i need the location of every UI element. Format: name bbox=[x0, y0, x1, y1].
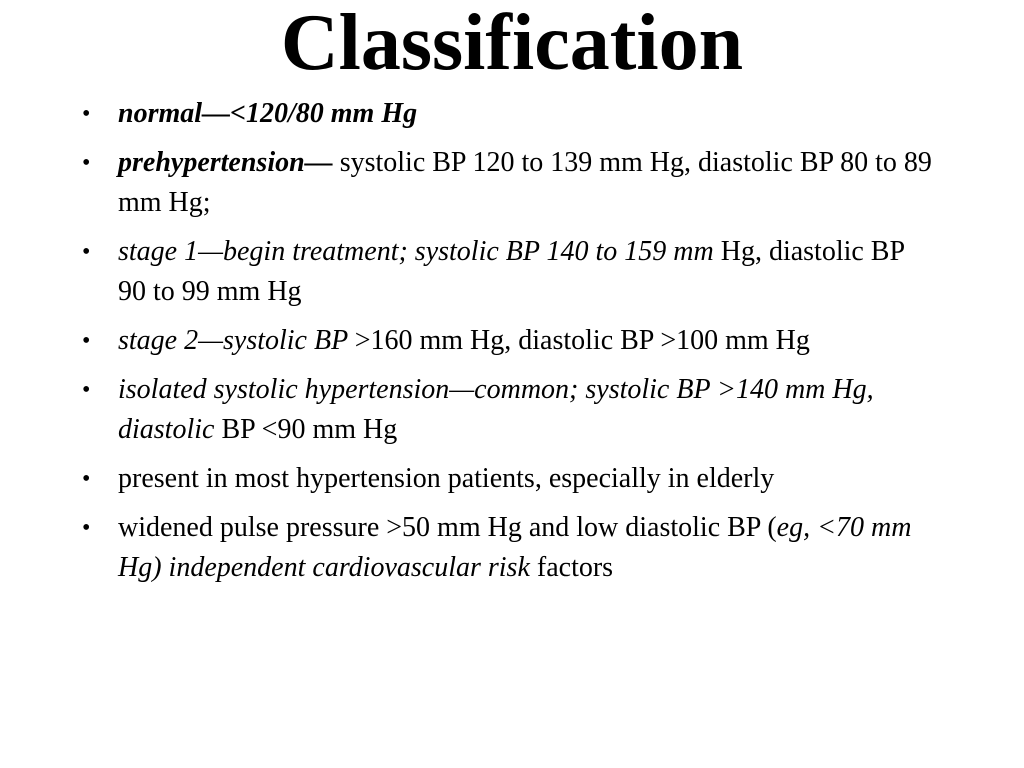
bullet-text: isolated systolic hypertension—common; systolic BP >140 mm Hg, diastolic bbox=[118, 374, 874, 445]
bullet-item bbox=[72, 459, 932, 499]
bullet-list bbox=[72, 94, 932, 597]
bullet-dot: • bbox=[82, 150, 91, 176]
bullet-text: factors bbox=[529, 552, 614, 583]
bullet-text: systolic BP 120 to 139 mm Hg, diastolic BP 80 to 89 mm Hg; bbox=[118, 147, 932, 218]
bullet-dot: • bbox=[82, 101, 91, 127]
bullet-dot: • bbox=[82, 466, 91, 492]
bullet-text: widened pulse pressure >50 mm Hg and low diastolic BP ( bbox=[118, 512, 777, 543]
bullet-text: prehypertension— bbox=[118, 147, 333, 178]
bullet-item bbox=[72, 508, 932, 588]
bullet-text: >160 mm Hg, diastolic BP >100 mm Hg bbox=[354, 325, 810, 356]
bullet-item bbox=[72, 232, 932, 312]
bullet-text: normal—<120/80 mm Hg bbox=[118, 98, 418, 129]
bullet-text: eg, <70 mm Hg) independent cardiovascular risk bbox=[118, 512, 912, 583]
bullet-item bbox=[72, 370, 932, 450]
bullet-text: BP <90 mm Hg bbox=[214, 414, 398, 445]
bullet-text: present in most hypertension patients, especially in elderly bbox=[118, 463, 775, 494]
bullet-dot: • bbox=[82, 239, 91, 265]
slide-title: Classification bbox=[280, 0, 744, 87]
bullet-text: stage 1—begin treatment; systolic BP 140 to 159 mm bbox=[118, 236, 714, 267]
bullet-dot: • bbox=[82, 377, 91, 403]
bullet-dot: • bbox=[82, 515, 91, 541]
bullet-item bbox=[72, 321, 932, 361]
bullet-item bbox=[72, 143, 932, 223]
bullet-text: Hg, diastolic BP 90 to 99 mm Hg bbox=[118, 236, 905, 307]
bullet-item bbox=[72, 94, 932, 134]
bullet-dot: • bbox=[82, 328, 91, 354]
bullet-text: stage 2—systolic BP bbox=[118, 325, 355, 356]
